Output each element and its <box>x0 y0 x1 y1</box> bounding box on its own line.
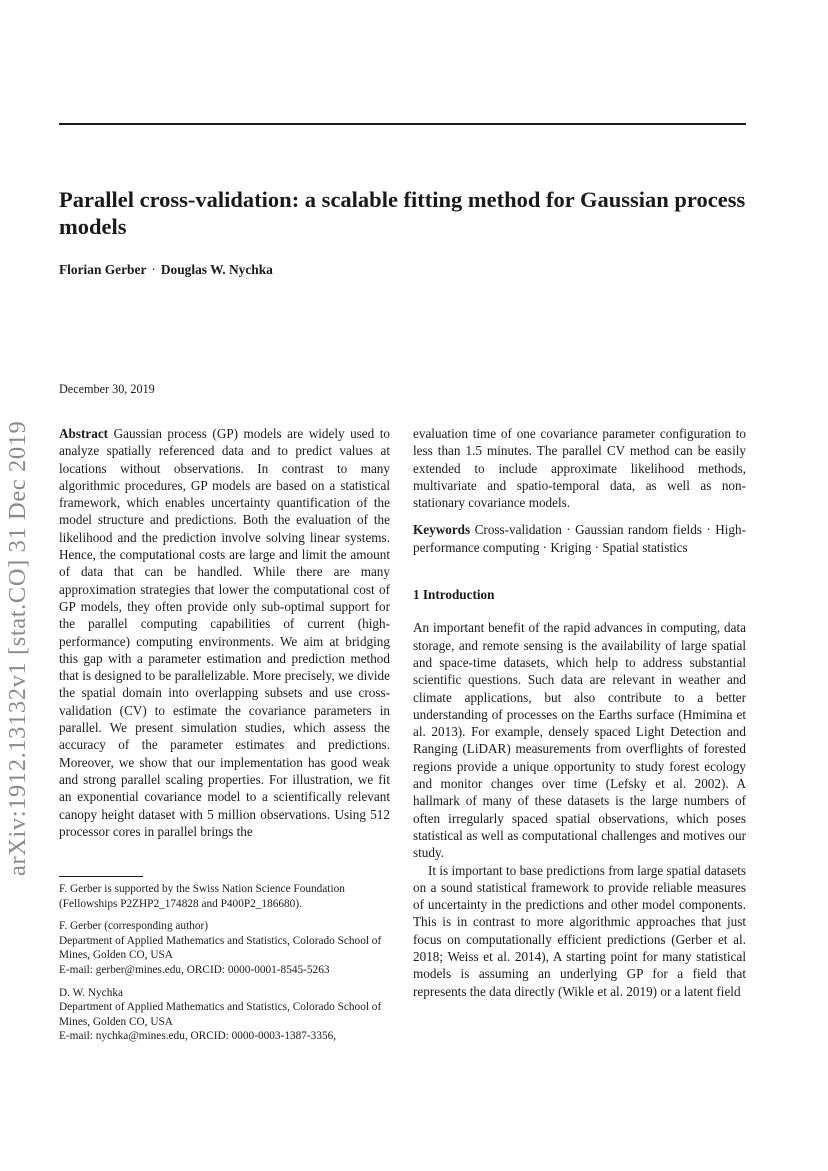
intro-paragraph-2: It is important to base predictions from large spatial datasets on a sound statistical framework to provide reliable measures of uncertainty in the predictions and other model components. This is in contrast to more algorithmic approaches that just focus on computationally efficient predictions (Gerber et al. 2018; Weiss et al. 2014), A starting point for many statistical models is assuming an underlying GP for a field that represents the data directly (Wikle et al. 2019) or a latent field <box>413 862 747 999</box>
abstract-paragraph <box>59 425 390 840</box>
abstract-label: Abstract <box>59 426 109 441</box>
author2-affiliation: Department of Applied Mathematics and Statistics, Colorado School of Mines, Golden CO, USA <box>59 1001 382 1028</box>
author-name: Florian Gerber <box>59 262 147 277</box>
keywords-paragraph <box>413 521 746 556</box>
author-separator: · <box>151 262 156 277</box>
author2-footnote <box>59 986 394 1044</box>
author1-contact: E-mail: gerber@mines.edu, ORCID: 0000-0001-8545-5263 <box>59 963 330 976</box>
keywords-label: Keywords <box>413 522 471 538</box>
author1-affiliation: Department of Applied Mathematics and Statistics, Colorado School of Mines, Golden CO, USA <box>59 934 382 962</box>
paper-title: Parallel cross-validation: a scalable fitting method for Gaussian process models <box>59 187 746 239</box>
intro-paragraph-1: An important benefit of the rapid advances in computing, data storage, and remote sensing is the availability of large spatial and space-time datasets, which help to address substantial scientific questions. Such data are relevant in weather and climate applications, but also contribute to a better understanding of processes on the Earths surface (Hmimina et al. 2013). For example, densely spaced Light Detection and Ranging (LiDAR) measurements from overflights of forested regions provide a unique opportunity to study forest ecology and monitor changes over time (Lefsky et al. 2002). A hallmark of many of these datasets is the large numbers of often irregularly spaced spatial observations, which poses statistical as well as computational challenges and motives our study. <box>413 620 746 861</box>
author-list <box>59 262 273 278</box>
author1-footnote <box>59 919 394 977</box>
keywords-text: Cross-validation · Gaussian random fields · High-performance computing · Kriging · Spatial statistics <box>413 522 747 555</box>
right-column <box>413 425 746 1000</box>
abstract-text-part1: Gaussian process (GP) models are widely used to analyze spatially referenced data and to predict values at locations without observations. In contrast to many algorithmic procedures, GP models are based on a statistical framework, which enables uncertainty quantification of the model structure and predictions. Both the evaluation of the likelihood and the prediction involve solving linear systems. Hence, the computational costs are large and limit the amount of data that can be handled. While there are many approximation strategies that lower the computational cost of GP models, they often provide only sub-optimal support for the parallel computing capabilities of current (high-performance) computing environments. We aim at bridging this gap with a parameter estimation and prediction method that is designed to be parallelizable. More precisely, we divide the spatial domain into overlapping subsets and use cross-validation (CV) to estimate the covariance parameters in parallel. We present simulation studies, which assess the accuracy of the parameter estimates and predictions. Moreover, we show that our implementation has good weak and strong parallel scaling properties. For illustration, we fit an exponential covariance model to a scientifically relevant canopy height dataset with 5 million observations. Using 512 processor cores in parallel brings the <box>59 426 390 839</box>
author2-name: D. W. Nychka <box>59 986 124 999</box>
abstract-continuation: evaluation time of one covariance parameter configuration to less than 1.5 minutes. The parallel CV method can be easily extended to include approximate likelihood methods, multivariate and spatio-temporal data, as well as non-stationary covariance models. <box>413 426 746 511</box>
section-heading-introduction: 1 Introduction <box>413 587 495 603</box>
paper-date: December 30, 2019 <box>59 382 155 396</box>
author2-contact: E-mail: nychka@mines.edu, ORCID: 0000-0003-1387-3356, <box>59 1030 337 1043</box>
footnotes <box>59 882 394 1052</box>
header-rule <box>59 123 746 125</box>
left-column <box>59 425 390 840</box>
funding-footnote: F. Gerber is supported by the Swiss Nation Science Foundation (Fellowships P2ZHP2_174828 and P400P2_186680). <box>59 883 345 910</box>
author1-name: F. Gerber (corresponding author) <box>59 920 209 933</box>
footnote-rule <box>59 876 143 877</box>
arxiv-watermark: arXiv:1912.13132v1 [stat.CO] 31 Dec 2019 <box>4 420 31 876</box>
author-name: Douglas W. Nychka <box>160 262 273 277</box>
